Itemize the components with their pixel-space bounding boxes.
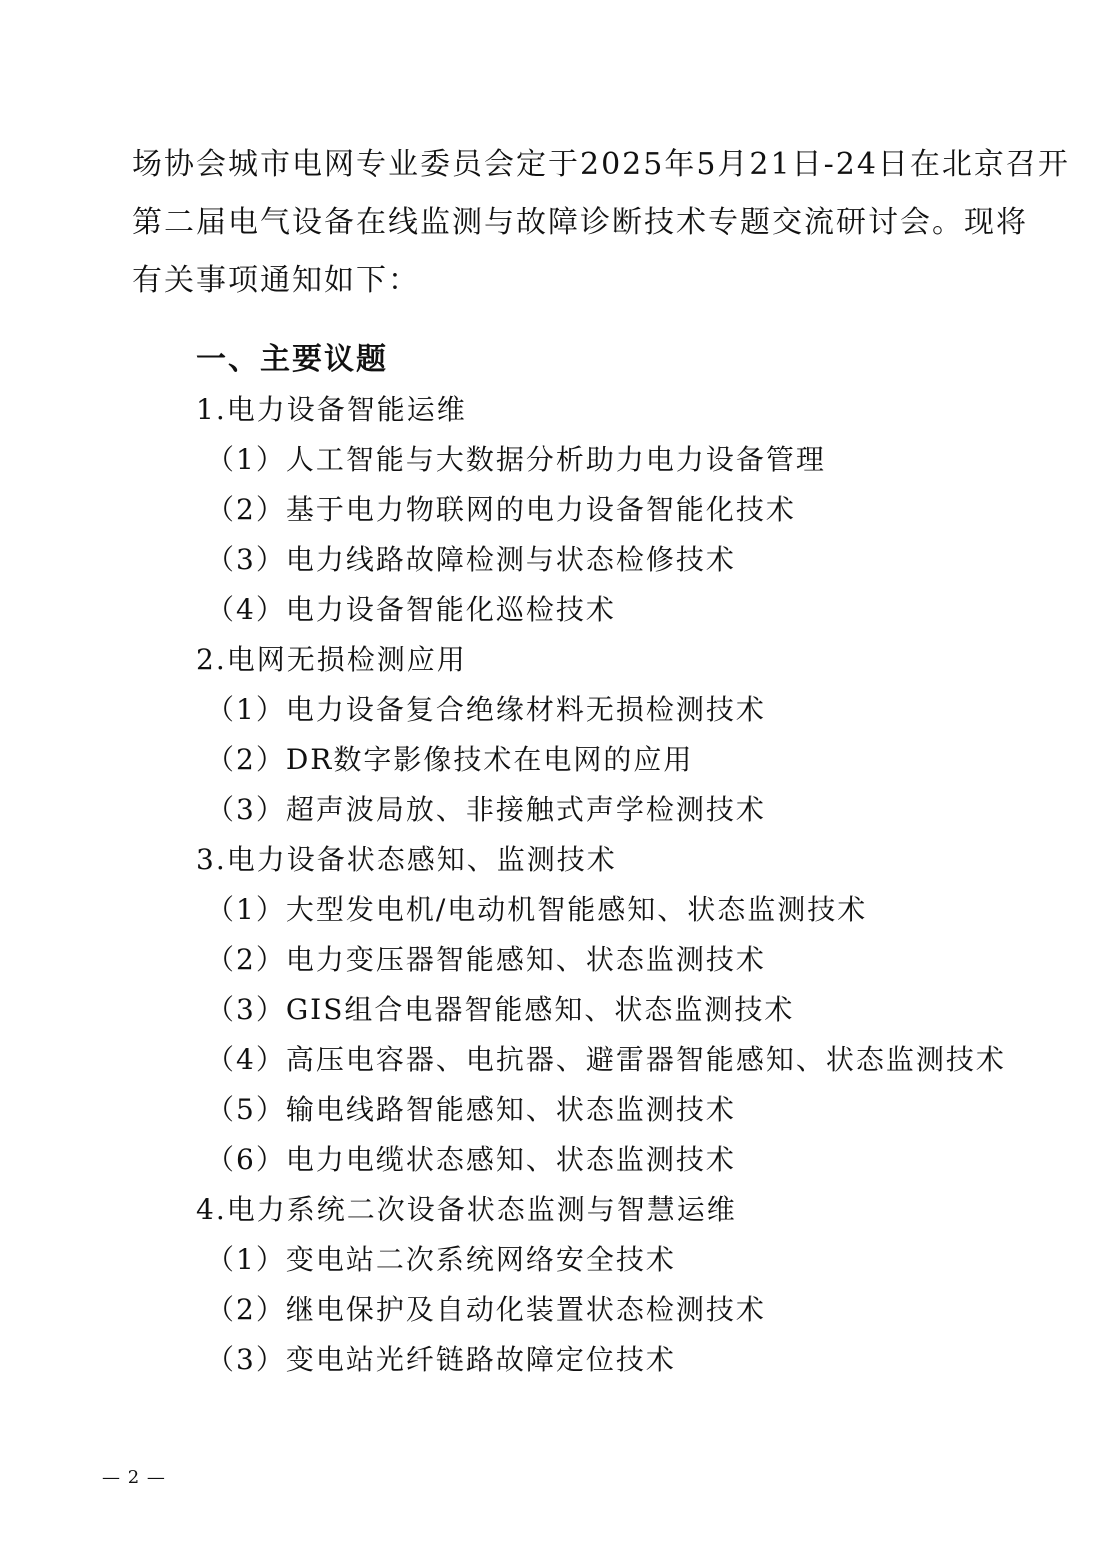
topic-item: （1）人工智能与大数据分析助力电力设备管理 xyxy=(206,443,826,476)
topic-item: （2）继电保护及自动化装置状态检测技术 xyxy=(206,1293,766,1326)
topic-title: 4.电力系统二次设备状态监测与智慧运维 xyxy=(196,1193,737,1226)
section-heading: 一、主要议题 xyxy=(196,342,388,377)
topic-item: （1）大型发电机/电动机智能感知、状态监测技术 xyxy=(206,893,868,926)
topic-title: 2.电网无损检测应用 xyxy=(196,643,467,676)
topic-item: （2）DR数字影像技术在电网的应用 xyxy=(206,743,694,776)
topic-item: （2）基于电力物联网的电力设备智能化技术 xyxy=(206,493,796,526)
intro-paragraph xyxy=(132,136,1070,310)
page-number: — 2 — xyxy=(102,1467,166,1488)
topic-item: （3）GIS组合电器智能感知、状态监测技术 xyxy=(206,993,795,1026)
topic-item: （2）电力变压器智能感知、状态监测技术 xyxy=(206,943,766,976)
topic-item: （5）输电线路智能感知、状态监测技术 xyxy=(206,1093,736,1126)
intro-line: 有关事项通知如下： xyxy=(132,263,420,298)
topic-item: （3）变电站光纤链路故障定位技术 xyxy=(206,1343,676,1376)
intro-line: 场协会城市电网专业委员会定于2025年5月21日-24日在北京召开 xyxy=(132,147,1070,182)
topic-title: 3.电力设备状态感知、监测技术 xyxy=(196,843,617,876)
agenda-outline xyxy=(196,335,1016,1385)
intro-line: 第二届电气设备在线监测与故障诊断技术专题交流研讨会。现将 xyxy=(132,205,1028,240)
topic-item: （1）变电站二次系统网络安全技术 xyxy=(206,1243,676,1276)
topic-item: （4）高压电容器、电抗器、避雷器智能感知、状态监测技术 xyxy=(206,1043,1006,1076)
topic-item: （6）电力电缆状态感知、状态监测技术 xyxy=(206,1143,736,1176)
topic-item: （3）电力线路故障检测与状态检修技术 xyxy=(206,543,736,576)
topic-item: （1）电力设备复合绝缘材料无损检测技术 xyxy=(206,693,766,726)
topic-item: （4）电力设备智能化巡检技术 xyxy=(206,593,616,626)
topic-item: （3）超声波局放、非接触式声学检测技术 xyxy=(206,793,766,826)
topic-title: 1.电力设备智能运维 xyxy=(196,393,467,426)
